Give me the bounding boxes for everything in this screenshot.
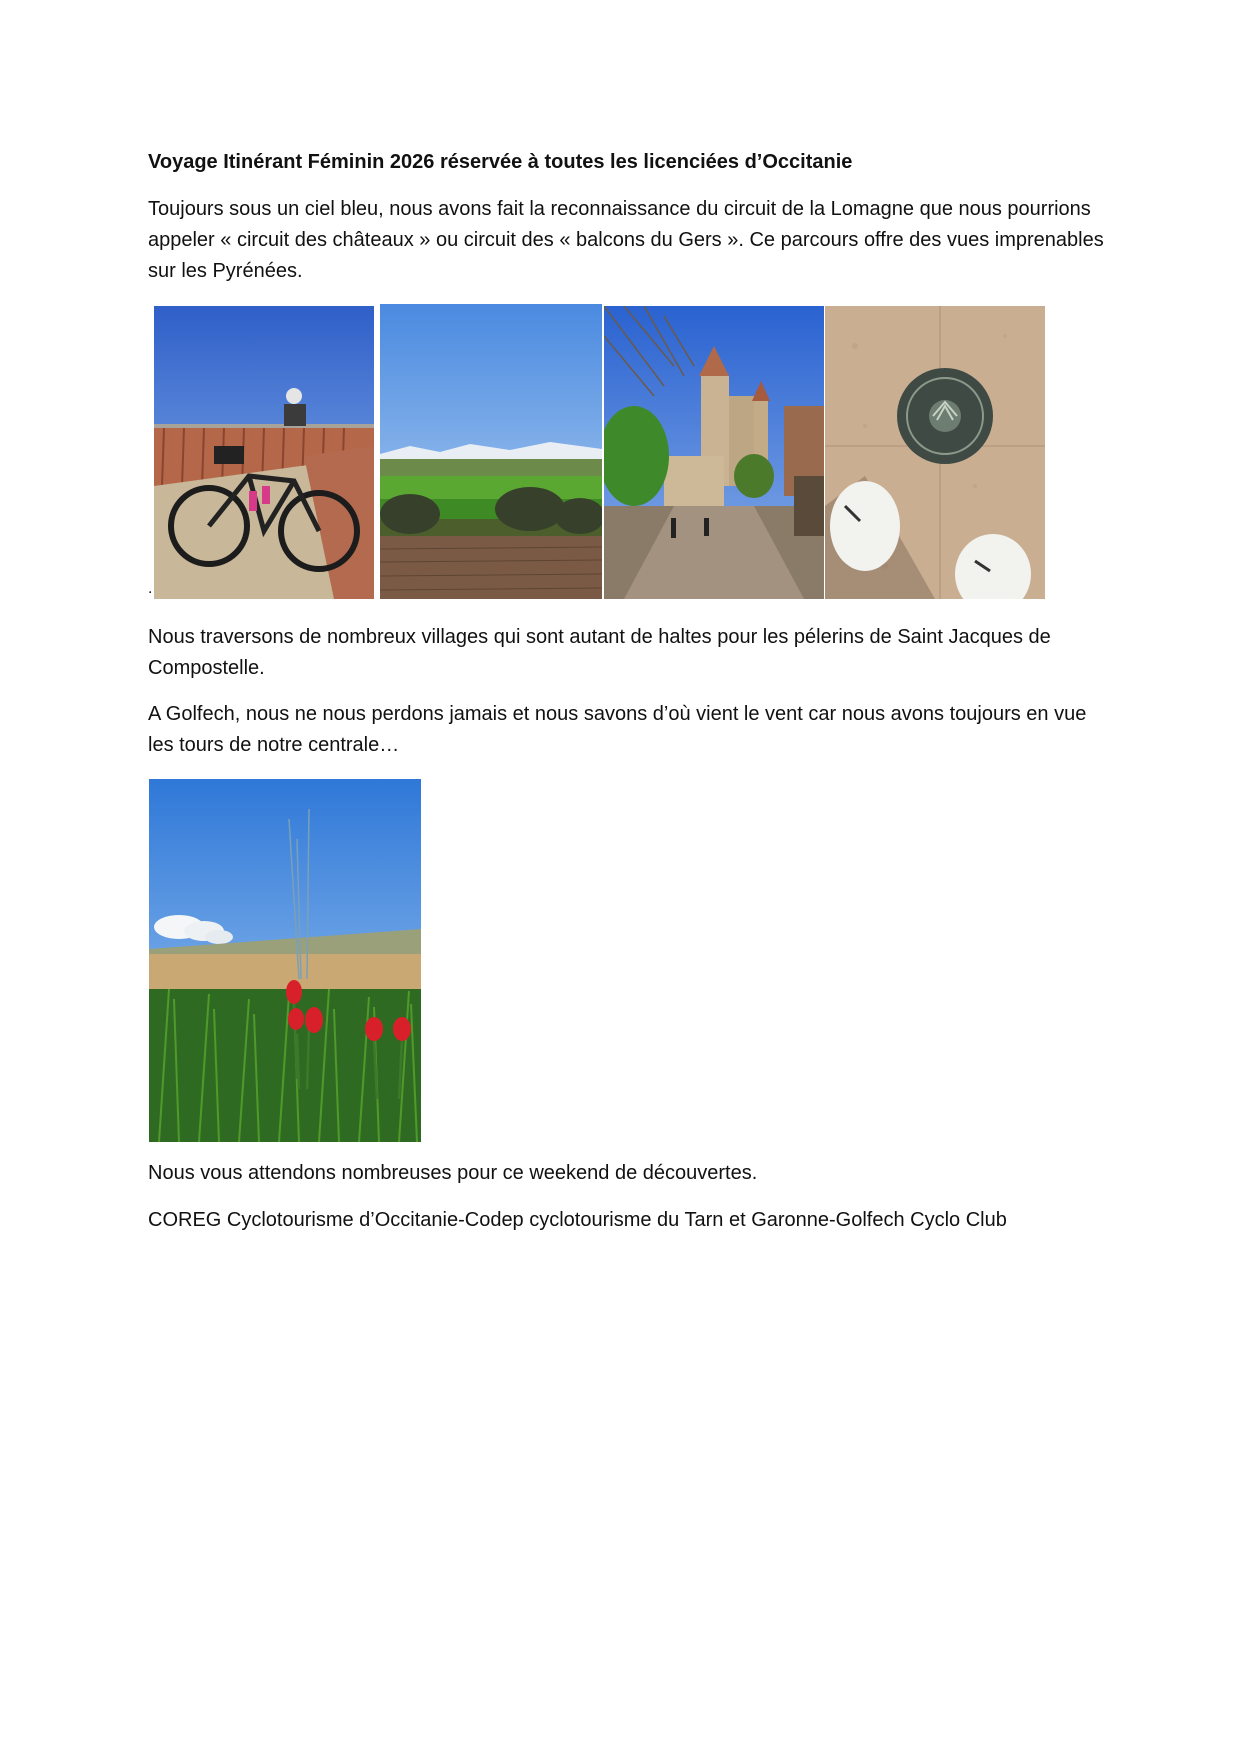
golfech-paragraph: A Golfech, nous ne nous perdons jamais et nous savons d’où vient le vent car nous avons toujours en vue les tours de notre centrale… (148, 703, 1087, 756)
photo-bikes-terrace (154, 306, 374, 599)
closing-paragraph: Nous vous attendons nombreuses pour ce weekend de découvertes. (148, 1162, 758, 1184)
photo-compostelle-marker (825, 306, 1045, 599)
document-title: Voyage Itinérant Féminin 2026 réservée à toutes les licenciées d’Occitanie (148, 151, 853, 173)
photo-countryside-pyrenees (380, 304, 602, 599)
stray-dot: . (148, 580, 153, 597)
intro-paragraph: Toujours sous un ciel bleu, nous avons fait la reconnaissance du circuit de la Lomagne que nous pourrions appeler « circuit des châteaux » ou circuit des « balcons du Gers ». Ce parcours offre des vues imprenables sur les Pyrénées. (148, 198, 1104, 282)
villages-paragraph: Nous traversons de nombreux villages qui sont autant de haltes pour les pélerins de Saint Jacques de Compostelle. (148, 626, 1051, 679)
photo-tulips-power-plant (149, 779, 421, 1142)
signature-line: COREG Cyclotourisme d’Occitanie-Codep cyclotourisme du Tarn et Garonne-Golfech Cyclo Club (148, 1209, 1007, 1231)
photo-village-church (604, 306, 824, 599)
